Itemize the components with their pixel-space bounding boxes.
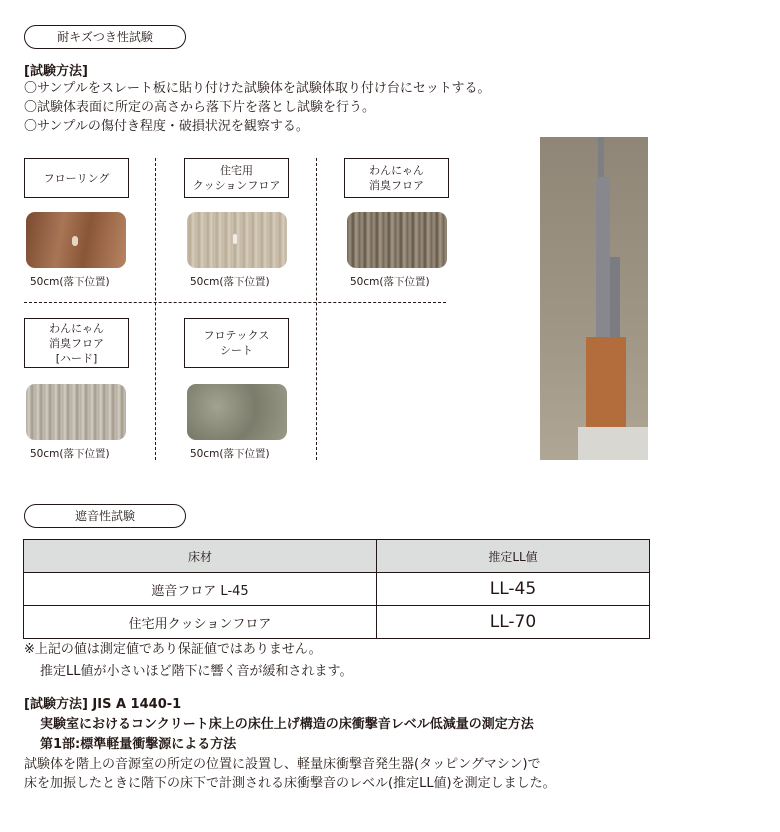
sample-label-wan-nyan-hard: わんにゃん 消臭フロア [ハード] xyxy=(24,318,129,368)
table-header-material: 床材 xyxy=(24,540,377,573)
sample-label-flooring: フローリング xyxy=(24,158,129,198)
method-line-3: 〇サンプルの傷付き程度・破損状況を観察する。 xyxy=(24,119,309,134)
sample-swatch-flooring xyxy=(26,212,126,268)
sample-swatch-wan-nyan-floor xyxy=(347,212,447,268)
sample-caption-wan-nyan-floor: 50cm(落下位置) xyxy=(350,276,430,288)
sample-label-wan-nyan-floor: わんにゃん 消臭フロア xyxy=(344,158,449,198)
method-heading: [試験方法] xyxy=(24,64,88,79)
sample-label-cushion-floor: 住宅用 クッションフロア xyxy=(184,158,289,198)
method-line-2: 〇試験体表面に所定の高さから落下片を落とし試験を行う。 xyxy=(24,100,376,115)
sample-caption-flotex-sheet: 50cm(落下位置) xyxy=(190,448,270,460)
table-cell-ll: LL-45 xyxy=(377,573,650,606)
grid-divider xyxy=(316,158,317,460)
ll-value-table xyxy=(23,539,650,639)
grid-divider xyxy=(24,302,446,303)
table-row xyxy=(24,573,650,606)
table-cell-material: 遮音フロア L-45 xyxy=(24,573,377,606)
test-apparatus-photo xyxy=(540,137,648,460)
table-cell-material: 住宅用クッションフロア xyxy=(24,606,377,639)
sample-swatch-cushion-floor xyxy=(187,212,287,268)
sample-label-flotex-sheet: フロテックス シート xyxy=(184,318,289,368)
sample-swatch-wan-nyan-hard xyxy=(26,384,126,440)
sound-method-sub1: 実験室におけるコンクリート床上の床仕上げ構造の床衝撃音レベル低減量の測定方法 xyxy=(40,717,534,732)
method-line-1: 〇サンプルをスレート板に貼り付けた試験体を試験体取り付け台にセットする。 xyxy=(24,81,491,96)
note-2: 推定LL値が小さいほど階下に響く音が緩和されます。 xyxy=(40,664,353,679)
sound-method-sub2: 第1部:標準軽量衝撃源による方法 xyxy=(40,737,237,752)
table-header-ll: 推定LL値 xyxy=(377,540,650,573)
table-cell-ll: LL-70 xyxy=(377,606,650,639)
sample-caption-cushion-floor: 50cm(落下位置) xyxy=(190,276,270,288)
note-1: ※上記の値は測定値であり保証値ではありません。 xyxy=(24,642,322,657)
sound-test-title: 遮音性試験 xyxy=(24,504,186,528)
sample-caption-wan-nyan-hard: 50cm(落下位置) xyxy=(30,448,110,460)
sample-swatch-flotex-sheet xyxy=(187,384,287,440)
sound-desc-line-2: 床を加振したときに階下の床下で計測される床衝撃音のレベル(推定LL値)を測定しました。 xyxy=(24,776,556,791)
scratch-test-title: 耐キズつき性試験 xyxy=(24,25,186,49)
sample-caption-flooring: 50cm(落下位置) xyxy=(30,276,110,288)
table-row xyxy=(24,606,650,639)
grid-divider xyxy=(155,158,156,460)
sound-method-heading: [試験方法] JIS A 1440-1 xyxy=(24,697,182,712)
sound-desc-line-1: 試験体を階上の音源室の所定の位置に設置し、軽量床衝撃音発生器(タッピングマシン)で xyxy=(24,757,541,772)
